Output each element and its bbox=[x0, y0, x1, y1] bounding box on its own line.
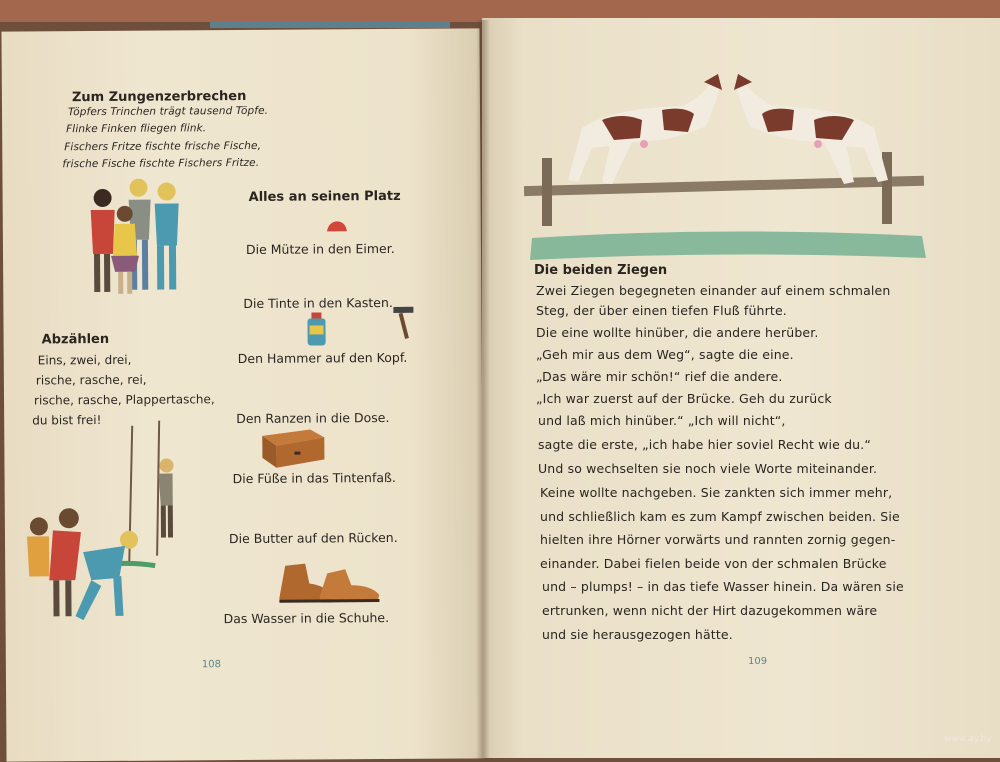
counting-rhyme-line: rische, rasche, rei, bbox=[35, 372, 147, 388]
story-line: „Geh mir aus dem Weg“, sagte die eine. bbox=[536, 347, 794, 362]
mixup-line: Das Wasser in die Schuhe. bbox=[223, 609, 390, 627]
page-number-right: 109 bbox=[748, 656, 768, 667]
mixup-line: Den Ranzen in die Dose. bbox=[236, 409, 390, 427]
story-line: sagte die erste, „ich habe hier soviel Recht wie du.“ bbox=[538, 437, 871, 452]
tongue-twister-line: Fischers Fritze fischte frische Fische, bbox=[64, 139, 262, 154]
tongue-twister-line: Töpfers Trinchen trägt tausend Töpfe. bbox=[67, 104, 269, 119]
counting-rhyme-title: Abzählen bbox=[41, 331, 110, 348]
tongue-twister-line: Flinke Finken fliegen flink. bbox=[66, 122, 207, 136]
hammer-icon bbox=[391, 305, 417, 341]
ink-bottle-icon bbox=[305, 311, 327, 347]
tongue-twister-title: Zum Zungenzerbrechen bbox=[71, 88, 247, 106]
story-line: Zwei Ziegen begegneten einander auf einem schmalen bbox=[536, 283, 891, 298]
book-gutter bbox=[476, 20, 490, 760]
children-group-illustration bbox=[62, 175, 193, 311]
counting-rhyme-line: Eins, zwei, drei, bbox=[37, 352, 132, 368]
mixup-title: Alles an seinen Platz bbox=[248, 188, 401, 205]
mixup-line: Die Tinte in den Kasten. bbox=[243, 294, 393, 311]
story-line: und sie herausgezogen hätte. bbox=[542, 627, 733, 642]
mixup-line: Die Mütze in den Eimer. bbox=[245, 240, 395, 257]
story-title: Die beiden Ziegen bbox=[534, 263, 668, 278]
story-line: und laß mich hinüber.“ „Ich will nicht“, bbox=[538, 413, 786, 428]
story-line: Keine wollte nachgeben. Sie zankten sich immer mehr, bbox=[540, 485, 893, 500]
story-line: Und so wechselten sie noch viele Worte miteinander. bbox=[538, 461, 878, 476]
goats-on-bridge-illustration bbox=[522, 68, 932, 278]
mixup-line: Den Hammer auf den Kopf. bbox=[237, 349, 408, 367]
counting-rhyme-line: du bist frei! bbox=[32, 412, 102, 428]
counting-rhyme-line: rische, rasche, Plappertasche, bbox=[33, 392, 215, 408]
cap-icon bbox=[325, 219, 349, 233]
left-page bbox=[1, 28, 484, 761]
story-line: Steg, der über einen tiefen Fluß führte. bbox=[536, 303, 787, 318]
story-line: „Das wäre mir schön!“ rief die andere. bbox=[536, 369, 783, 384]
story-line: hielten ihre Hörner vorwärts und rannten zornig gegen- bbox=[540, 532, 896, 547]
mixup-line: Die Füße in das Tintenfaß. bbox=[232, 469, 396, 487]
tag-game-illustration bbox=[14, 415, 185, 631]
page-number-left: 108 bbox=[201, 659, 222, 671]
mixup-line: Die Butter auf den Rücken. bbox=[228, 529, 398, 547]
cover-edge-blue bbox=[210, 22, 450, 28]
box-icon bbox=[260, 425, 326, 469]
right-page bbox=[482, 18, 1000, 758]
story-line: „Ich war zuerst auf der Brücke. Geh du zurück bbox=[536, 391, 832, 406]
story-line: und schließlich kam es zum Kampf zwischen beiden. Sie bbox=[540, 509, 900, 524]
shoes-icon bbox=[275, 557, 385, 604]
watermark: www.ay.by bbox=[944, 734, 992, 744]
story-line: einander. Dabei fielen beide von der schmalen Brücke bbox=[540, 556, 887, 571]
story-line: ertrunken, wenn nicht der Hirt dazugekommen wäre bbox=[542, 603, 878, 618]
story-line: und – plumps! – in das tiefe Wasser hinein. Da wären sie bbox=[542, 579, 904, 594]
story-line: Die eine wollte hinüber, die andere herüber. bbox=[536, 325, 819, 340]
tongue-twister-line: frische Fische fischte Fischers Fritze. bbox=[62, 156, 260, 171]
